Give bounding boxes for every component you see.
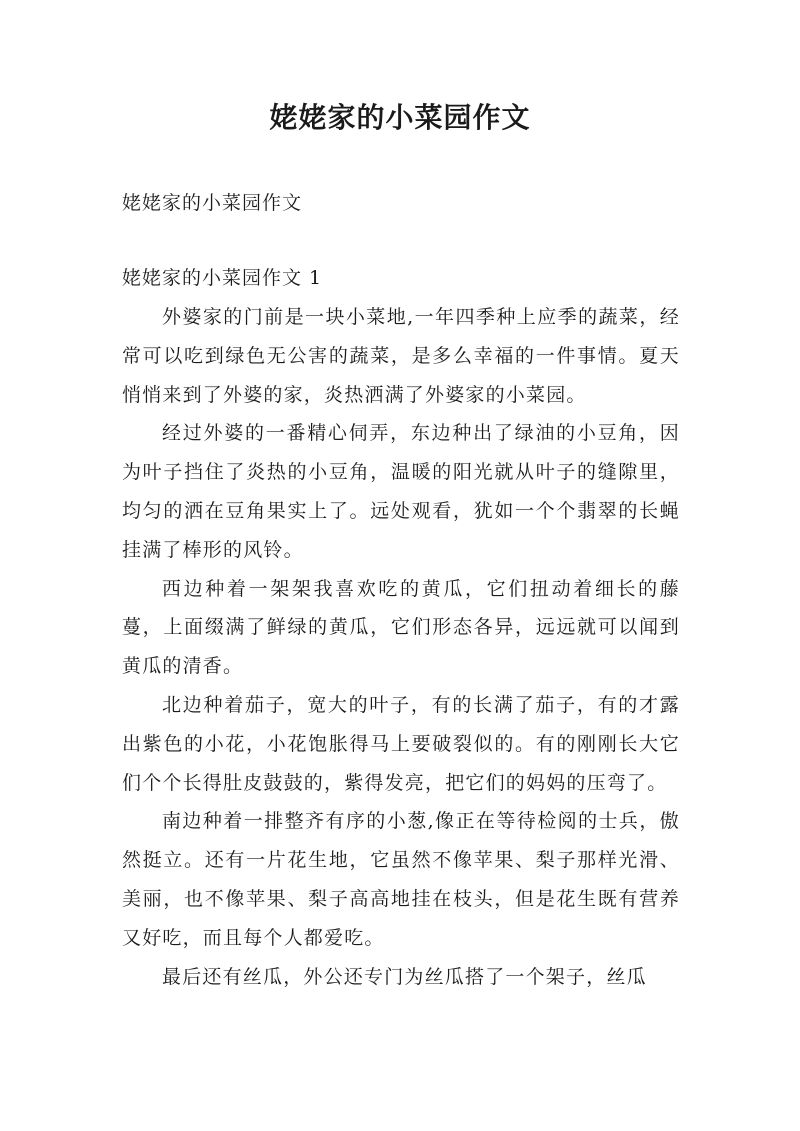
paragraph: 北边种着茄子，宽大的叶子，有的长满了茄子，有的才露出紫色的小花，小花饱胀得马上要破裂似的。有的刚刚长大它们个个长得肚皮鼓鼓的，紫得发亮，把它们的妈妈的压弯了。 [122,693,680,794]
paragraph: 最后还有丝瓜，外公还专门为丝瓜搭了一个架子，丝瓜 [162,965,647,988]
paragraph: 经过外婆的一番精心伺弄，东边种出了绿油的小豆角，因为叶子挡住了炎热的小豆角，温暖的阳光就从叶子的缝隙里，均匀的洒在豆角果实上了。远处观看，犹如一个个翡翠的长蝇挂满了棒形的风铃。 [122,422,680,561]
paragraph: 西边种着一架架我喜欢吃的黄瓜，它们扭动着细长的藤蔓，上面缀满了鲜绿的黄瓜，它们形态各异，远远就可以闻到黄瓜的清香。 [122,577,680,678]
paragraph: 南边种着一排整齐有序的小葱,像正在等待检阅的士兵，傲然挺立。还有一片花生地，它虽然不像苹果、梨子那样光滑、美丽，也不像苹果、梨子高高地挂在枝头，但是花生既有营养又好吃，而且每个人都爱吃。 [122,810,680,949]
paragraph: 外婆家的门前是一块小菜地,一年四季种上应季的蔬菜，经常可以吃到绿色无公害的蔬菜，是多么幸福的一件事情。夏天悄悄来到了外婆的家，炎热洒满了外婆家的小菜园。 [122,306,680,406]
document-subtitle: 姥姥家的小菜园作文 [122,192,303,214]
section-heading: 姥姥家的小菜园作文 1 [122,267,323,289]
essay-body [122,298,680,996]
document-title: 姥姥家的小菜园作文 [269,101,531,134]
